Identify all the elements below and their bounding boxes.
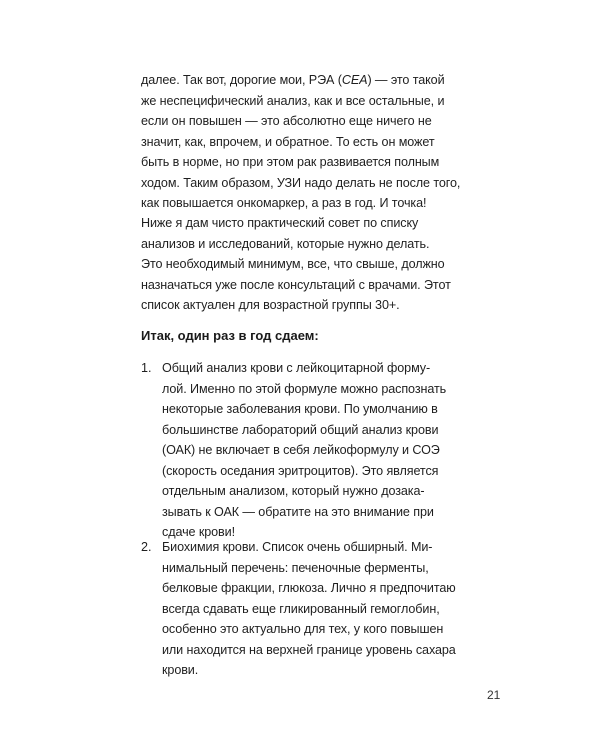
text-line: отдельным анализом, который нужно дозака- <box>162 484 425 498</box>
text-line: всегда сдавать еще гликированный гемоглобин, <box>162 601 440 616</box>
text-line: список актуален для возрастной группы 30+. <box>141 298 400 312</box>
list-item-text <box>162 358 471 543</box>
text-line: значит, как, впрочем, и обратное. То есть он может <box>141 134 435 149</box>
text-line: же неспецифический анализ, как и все остальные, и <box>141 93 445 108</box>
text-line: назначаться уже после консультаций с врачами. Этот <box>141 277 451 292</box>
text-line: (ОАК) не включает в себя лейкоформулу и СОЭ <box>162 443 440 457</box>
paragraph-advice <box>141 213 466 316</box>
text-line: нимальный перечень: печеночные ферменты, <box>162 560 429 575</box>
list-item-blood-count <box>141 358 471 543</box>
text-line: лой. Именно по этой формуле можно распознать <box>162 381 447 396</box>
text-line: Биохимия крови. Список очень обширный. Ми- <box>162 540 433 554</box>
text-line: (скорость оседания эритроцитов). Это является <box>162 463 439 478</box>
text-line: сдаче крови! <box>162 525 235 539</box>
text-line: белковые фракции, глюкоза. Лично я предпочитаю <box>162 581 456 595</box>
text-line: Общий анализ крови с лейкоцитарной форму- <box>162 361 431 375</box>
text-line: зывать к ОАК — обратите на это внимание при <box>162 504 434 519</box>
text-line: большинстве лабораторий общий анализ крови <box>162 422 439 437</box>
text-line: Ниже я дам чисто практический совет по списку <box>141 216 419 230</box>
text-line: особенно это актуально для тех, у кого повышен <box>162 622 444 636</box>
list-number: 1. <box>141 361 152 375</box>
text-line: или находится на верхней границе уровень сахара <box>162 642 456 657</box>
text-line: крови. <box>162 663 199 677</box>
list-number: 2. <box>141 540 152 554</box>
paragraph-cea <box>141 70 466 214</box>
text-line: Это необходимый минимум, все, что свыше, должно <box>141 257 445 271</box>
text-line: быть в норме, но при этом рак развивается полным <box>141 155 440 169</box>
page-number: 21 <box>487 688 501 702</box>
text-line: анализов и исследований, которые нужно делать. <box>141 236 430 251</box>
text-line: ходом. Таким образом, УЗИ надо делать не после того, <box>141 175 461 190</box>
text-line: далее. Так вот, дорогие мои, РЭА (CEA) — это такой <box>141 73 445 87</box>
text-line: если он повышен — это абсолютно еще ничего не <box>141 114 432 128</box>
list-item-biochemistry <box>141 537 471 681</box>
cea-abbreviation: CEA <box>341 73 368 87</box>
text-line: некоторые заболевания крови. По умолчанию в <box>162 402 438 416</box>
text-line: как повышается онкомаркер, а раз в год. И точка! <box>141 196 427 210</box>
list-item-text <box>162 537 471 681</box>
section-heading: Итак, один раз в год сдаем: <box>141 328 319 343</box>
